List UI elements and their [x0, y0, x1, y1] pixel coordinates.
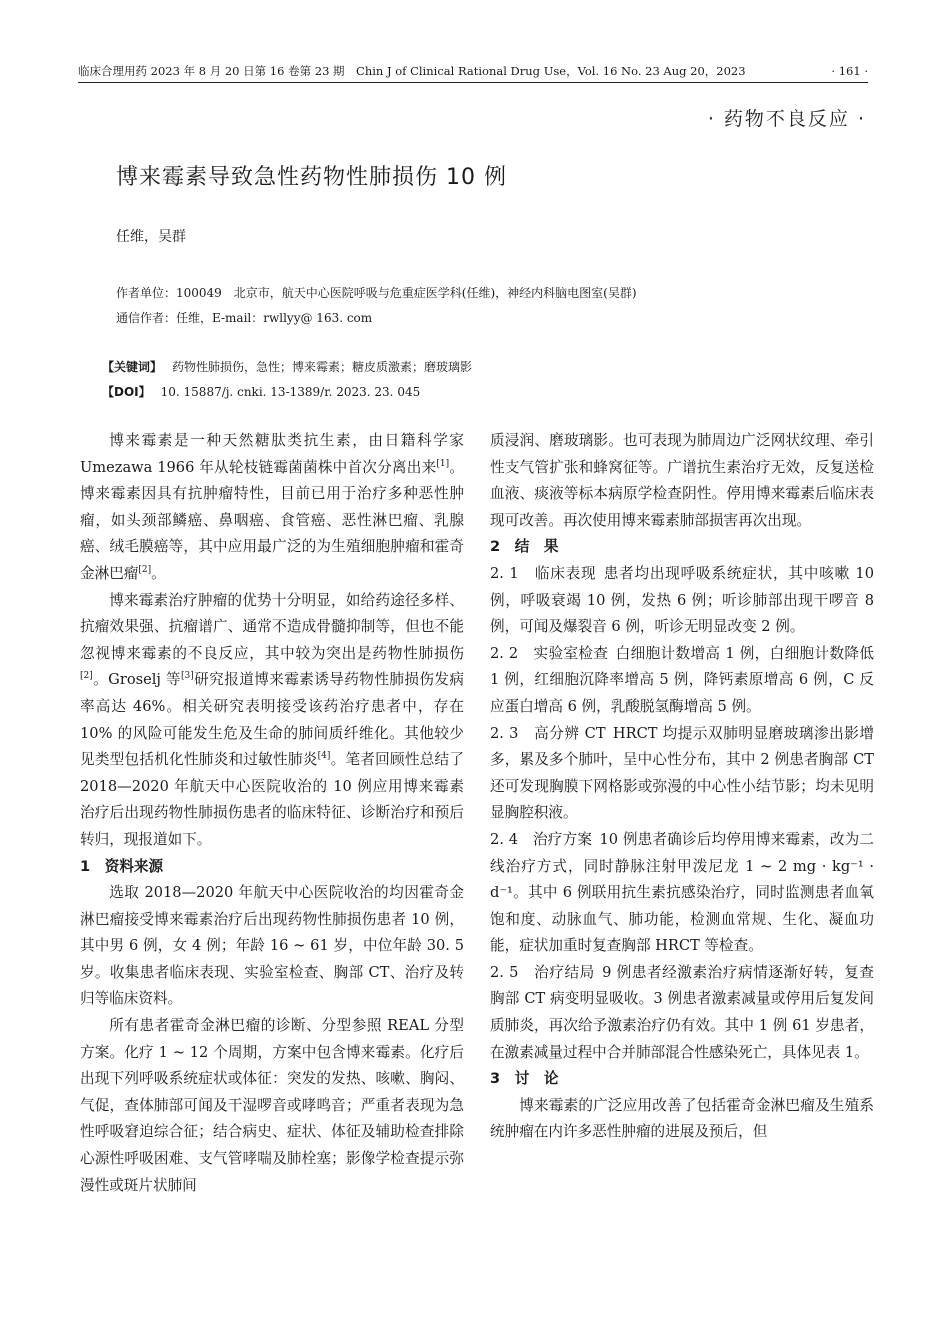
paragraph: 质浸润、磨玻璃影。也可表现为肺周边广泛网状纹理、牵引性支气管扩张和蜂窝征等。广谱抗生素治疗无效，反复送检血液、痰液等标本病原学检查阴性。停用博来霉素后临床表现可改善。再次使用博来霉素肺部损害再次出现。	[490, 432, 874, 529]
doi-label: 【DOI】	[102, 385, 151, 399]
subsection-heading: 2. 4 治疗方案	[490, 830, 593, 848]
page-number: · 161 ·	[831, 64, 868, 78]
paragraph: 2. 2 实验室检查 白细胞计数增高 1 例，白细胞计数降低 1 例，红细胞沉降率增高 5 例，降钙素原增高 6 例，C 反应蛋白增高 6 例，乳酸脱氢酶增高 5 例。	[490, 644, 874, 715]
paragraph: 2. 1 临床表现 患者均出现呼吸系统症状，其中咳嗽 10 例，呼吸衰竭 10 例，发热 6 例；听诊肺部出现干啰音 8 例，可闻及爆裂音 6 例，听诊无明显改变 2 例。	[490, 564, 874, 636]
doi	[102, 383, 420, 400]
citation-ref: [1]	[436, 458, 450, 469]
correspondence: 通信作者：任维，E-mail：rwllyy@ 163. com	[116, 311, 373, 325]
citation-ref: [2]	[138, 565, 152, 576]
section-heading: 1 资料来源	[80, 857, 164, 875]
doi-text: 10. 15887/j. cnki. 13-1389/r. 2023. 23. 045	[160, 385, 421, 399]
subsection-heading: 2. 2 实验室检查	[490, 644, 609, 662]
affiliation: 作者单位：100049 北京市，航天中心医院呼吸与危重症医学科(任维)，神经内科脑电图室(吴群)	[116, 286, 637, 300]
paragraph: 博来霉素是一种天然糖肽类抗生素，由日籍科学家 Umezawa 1966 年从轮枝链霉菌菌株中首次分离出来[1]。博来霉素因具有抗肿瘤特性，目前已用于治疗多种恶性肿瘤，如头颈部鳞癌、鼻咽癌、食管癌、恶性淋巴瘤、乳腺癌、绒毛膜癌等，其中应用最广泛的为生殖细胞肿瘤和霍奇金淋巴瘤[2]。	[80, 432, 464, 582]
section-heading: 3 讨 论	[490, 1070, 559, 1088]
subsection-heading: 2. 3 高分辨 CT	[490, 724, 606, 742]
journal-citation: 临床合理用药 2023 年 8 月 20 日第 16 卷第 23 期 Chin J of Clinical Rational Drug Use，Vol. 16 No. 23 Aug 20，2023	[78, 64, 746, 78]
paragraph: 2. 5 治疗结局 9 例患者经激素治疗病情逐渐好转，复查胸部 CT 病变明显吸收。3 例患者激素减量或停用后复发间质肺炎，再次给予激素治疗仍有效。其中 1 例 61 岁患者，在激素减量过程中合并肺部混合性感染死亡，具体见表 1。	[490, 963, 874, 1061]
left-column	[80, 428, 464, 1199]
right-column	[490, 428, 874, 1146]
article-title: 博来霉素导致急性药物性肺损伤 10 例	[116, 165, 507, 190]
citation-ref: [4]	[317, 751, 331, 762]
citation-ref: [3]	[181, 671, 194, 682]
citation-ref: [2]	[80, 671, 93, 682]
paragraph: 所有患者霍奇金淋巴瘤的诊断、分型参照 REAL 分型方案。化疗 1 ~ 12 个周期，方案中包含博来霉素。化疗后出现下列呼吸系统症状或体征：突发的发热、咳嗽、胸闷、气促，查体肺部可闻及干湿啰音或哮鸣音；严重者表现为急性呼吸窘迫综合征；结合病史、症状、体征及辅助检查排除心源性呼吸困难、支气管哮喘及肺栓塞；影像学检查提示弥漫性或斑片状肺间	[80, 1017, 464, 1194]
authors: 任维，吴群	[116, 229, 186, 245]
subsection-heading: 2. 5 治疗结局	[490, 963, 595, 981]
paragraph: 选取 2018—2020 年航天中心医院收治的均因霍奇金淋巴瘤接受博来霉素治疗后出现药物性肺损伤患者 10 例，其中男 6 例，女 4 例；年龄 16 ~ 61 岁，中位年龄 30. 5 岁。收集患者临床表现、实验室检查、胸部 CT、治疗及转归等临床资料。	[80, 884, 464, 1008]
paragraph: 2. 3 高分辨 CT HRCT 均提示双肺明显磨玻璃渗出影增多，累及多个肺叶，呈中心性分布，其中 2 例患者胸部 CT 还可发现胸膜下网格影或弥漫的中心性小结节影；均未见明显胸腔积液。	[490, 724, 875, 822]
paragraph: 2. 4 治疗方案 10 例患者确诊后均停用博来霉素，改为二线治疗方式，同时静脉注射甲泼尼龙 1 ~ 2 mg · kg⁻¹ · d⁻¹。其中 6 例联用抗生素抗感染治疗，同时监测患者血氧饱和度、动脉血气、肺功能，检测血常规、生化、凝血功能，症状加重时复查胸部 HRCT 等检查。	[490, 830, 874, 955]
running-head	[78, 62, 868, 83]
paragraph: 博来霉素治疗肿瘤的优势十分明显，如给药途径多样、抗瘤效果强、抗瘤谱广、通常不造成骨髓抑制等，但也不能忽视博来霉素的不良反应，其中较为突出是药物性肺损伤[2]。Groselj 等[3]研究报道博来霉素诱导药物性肺损伤发病率高达 46%。相关研究表明接受该药治疗患者中，存在 10% 的风险可能发生危及生命的肺间质纤维化。其他较少见类型包括机化性肺炎和过敏性肺炎[4]。笔者回顾性总结了 2018—2020 年航天中心医院收治的 10 例应用博来霉素治疗后出现药物性肺损伤患者的临床特征、诊断治疗和预后转归，现报道如下。	[80, 591, 464, 848]
column-tag: · 药物不良反应 ·	[707, 108, 866, 130]
keywords-label: 【关键词】	[102, 360, 163, 374]
keywords-text: 药物性肺损伤，急性；博来霉素；糖皮质激素；磨玻璃影	[172, 360, 473, 374]
subsection-heading: 2. 1 临床表现	[490, 564, 597, 582]
paragraph: 博来霉素的广泛应用改善了包括霍奇金淋巴瘤及生殖系统肿瘤在内许多恶性肿瘤的进展及预后，但	[490, 1096, 874, 1141]
keywords	[102, 358, 472, 375]
section-heading: 2 结 果	[490, 538, 559, 556]
